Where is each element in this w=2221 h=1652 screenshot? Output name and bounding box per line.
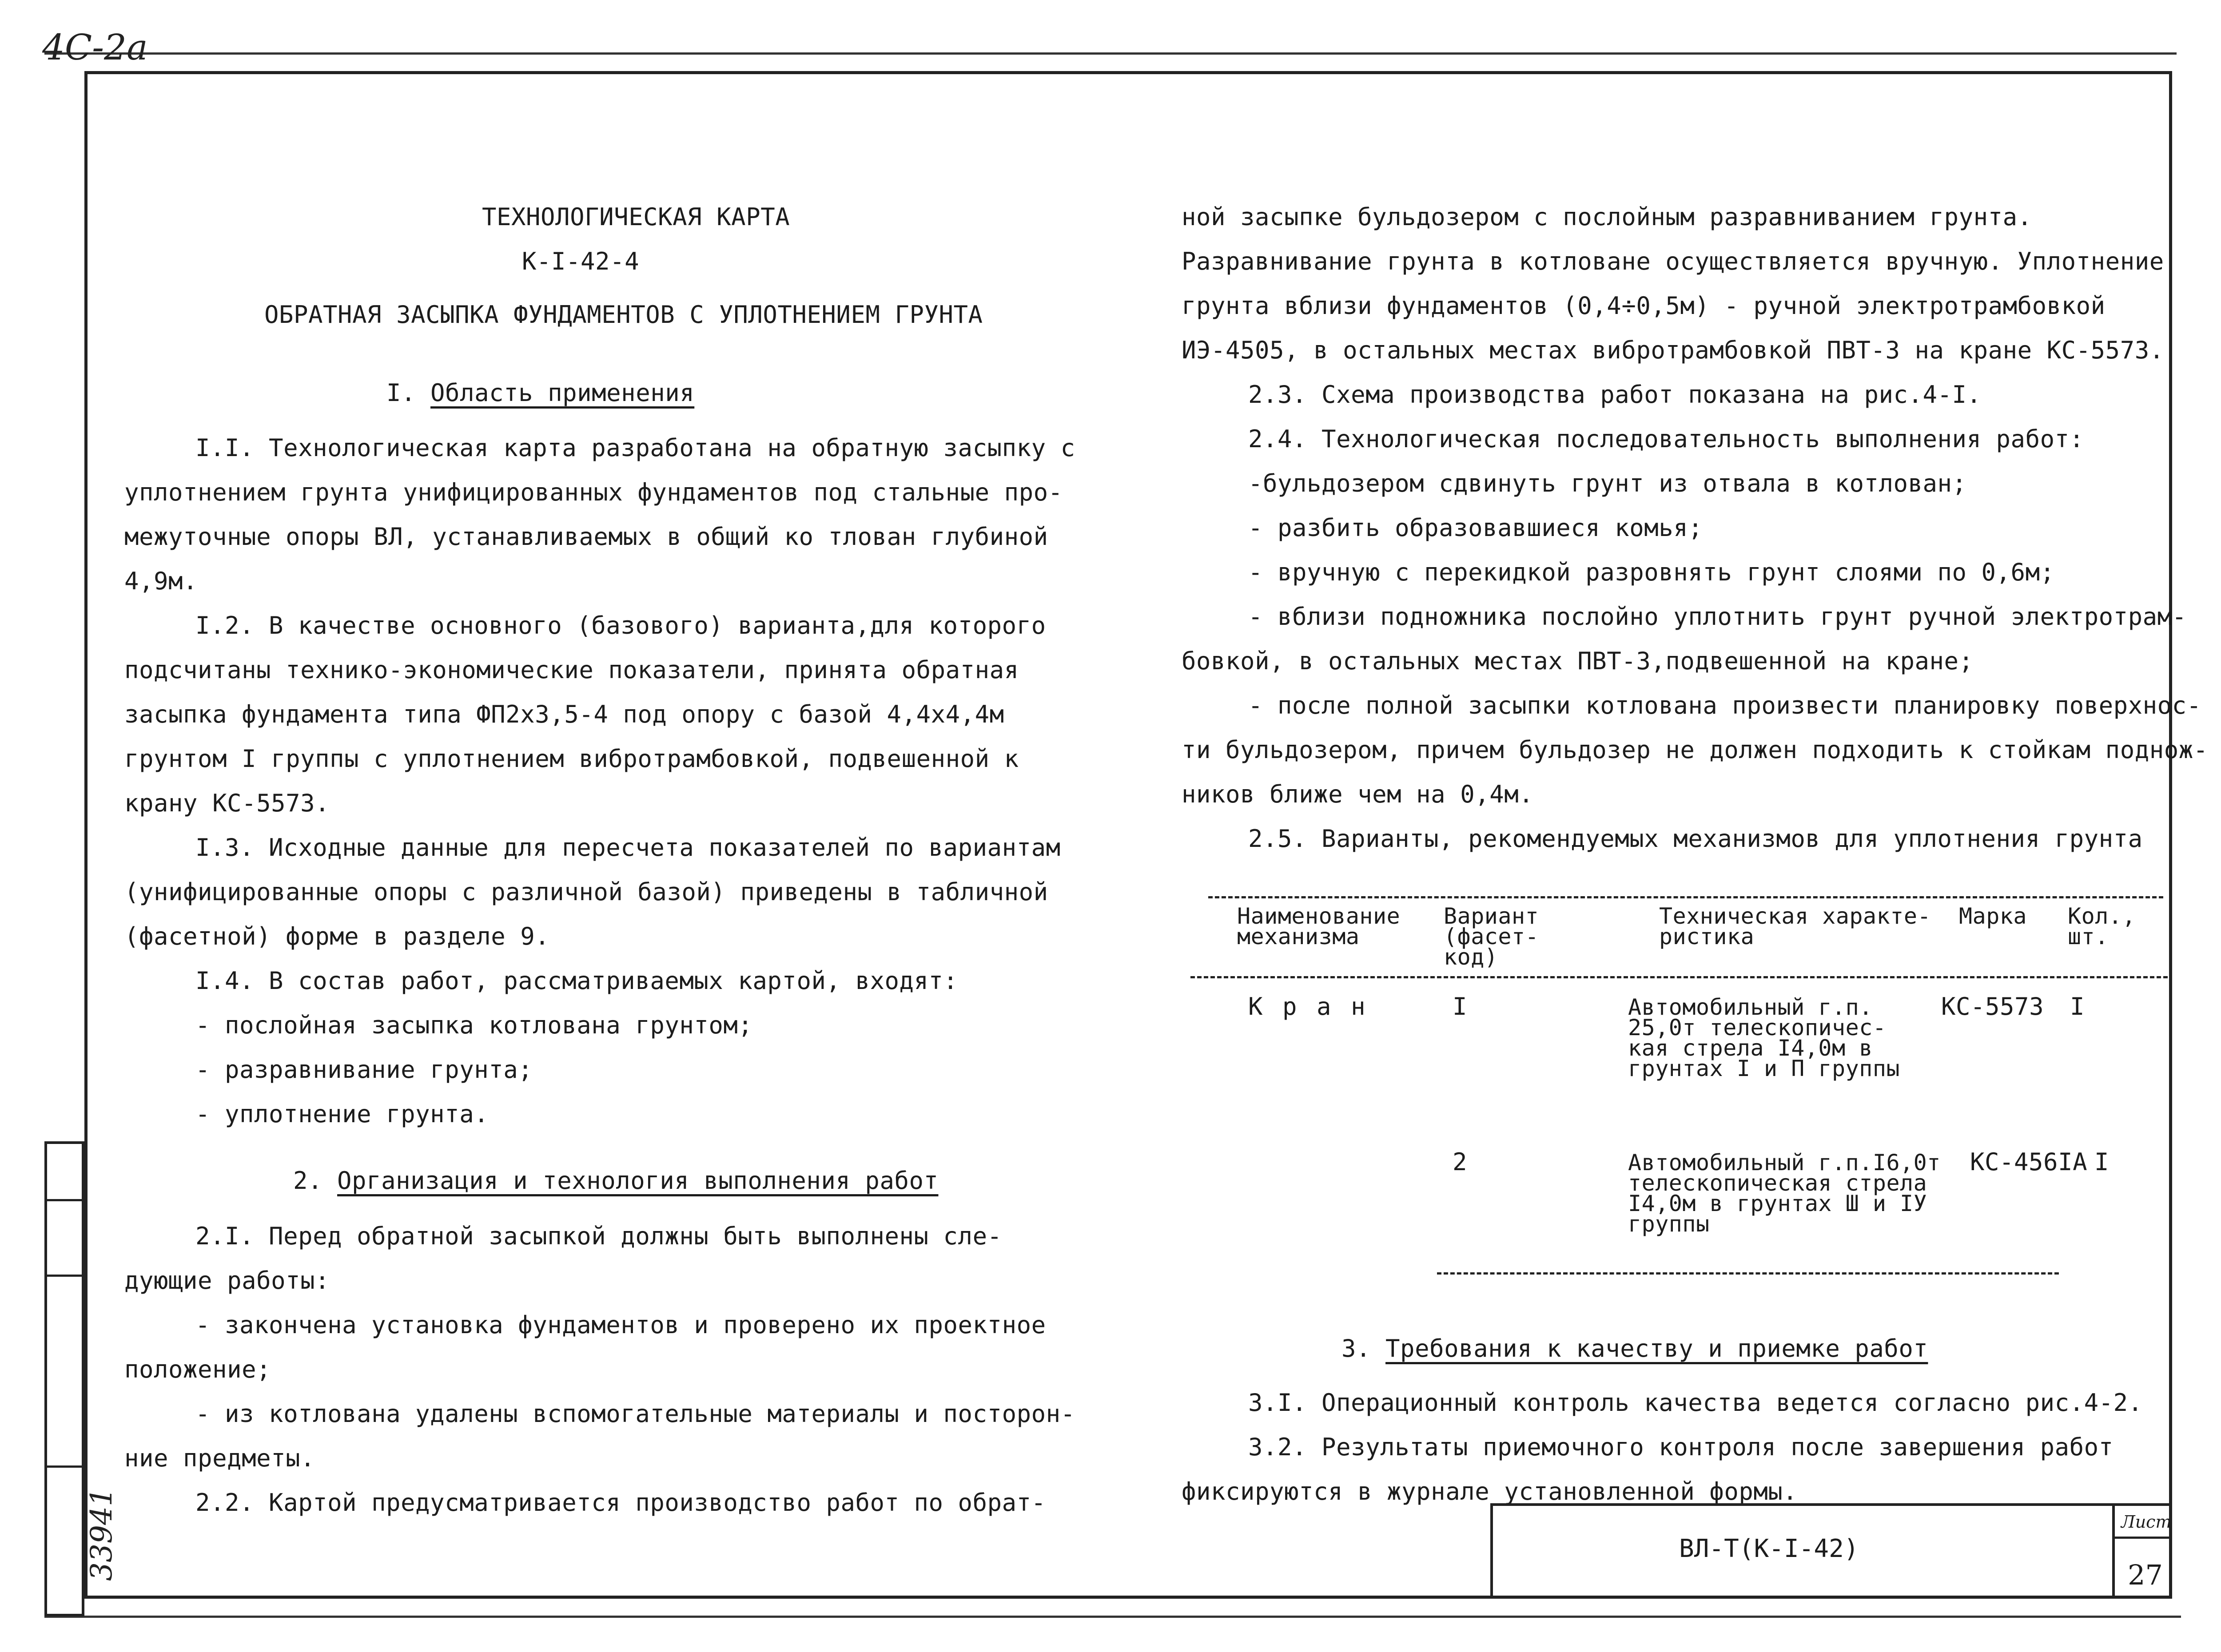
table-cell-name: К р а н (1248, 993, 1368, 1021)
text-line: грунтом I группы с уплотнением вибротрамбовкой, подвешенной к (124, 745, 1019, 773)
text-line: бовкой, в остальных местах ПВТ-3,подвешенной на кране; (1182, 647, 1974, 675)
text-line: 2.4. Технологическая последовательность выполнения работ: (1248, 425, 2084, 453)
section-title: Область применения (430, 379, 695, 407)
text-line: - закончена установка фундаментов и проверено их проектное (195, 1311, 1046, 1339)
text-line: ной засыпке бульдозером с послойным разравниванием грунта. (1182, 203, 2032, 231)
table-header-qty: Кол., шт. (2068, 903, 2136, 949)
text-line: -бульдозером сдвинуть грунт из отвала в котлован; (1248, 469, 1967, 497)
section-number: 2. (293, 1167, 323, 1195)
text-line: - вблизи подножника послойно уплотнить грунт ручной электротрам- (1248, 603, 2187, 631)
inventory-number: 33941 (84, 1488, 119, 1581)
section-heading-2 (293, 1169, 939, 1193)
text-line: I.4. В состав работ, рассматриваемых картой, входят: (195, 967, 958, 995)
doc-subtitle: ОБРАТНАЯ ЗАСЫПКА ФУНДАМЕНТОВ С УПЛОТНЕНИЕМ ГРУНТА (264, 301, 983, 329)
text-line: 3.I. Операционный контроль качества ведется согласно рис.4-2. (1248, 1389, 2143, 1417)
text-line: - разбить образовавшиеся комья; (1248, 514, 1703, 542)
section-number: I. (386, 379, 416, 407)
text-line: - разравнивание грунта; (195, 1056, 533, 1084)
text-line: - послойная засыпка котлована грунтом; (195, 1011, 753, 1039)
strip-divider (44, 1465, 84, 1468)
table-cell-mark: КС-456IА (1970, 1148, 2088, 1176)
table-header-name: Наименование механизма (1237, 903, 1401, 949)
bottom-border-line (44, 1616, 2181, 1618)
table-header-spec: Техническая характе- ристика (1659, 903, 1931, 949)
table-bottom-rule (1437, 1272, 2059, 1275)
table-cell-mark: КС-5573 (1941, 993, 2044, 1021)
table-cell-variant: I (1453, 993, 1468, 1021)
text-line: грунта вблизи фундаментов (0,4÷0,5м) - ручной электротрамбовкой (1182, 292, 2106, 320)
text-line: 2.5. Варианты, рекомендуемых механизмов для уплотнения грунта (1248, 825, 2143, 853)
text-line: (унифицированные опоры с различной базой) приведены в табличной (124, 878, 1048, 906)
text-line: 4,9м. (124, 567, 198, 595)
text-line: - уплотнение грунта. (195, 1100, 489, 1128)
text-line: положение; (124, 1355, 271, 1383)
section-heading-1 (386, 381, 694, 405)
top-border-line (44, 52, 2177, 55)
table-header-mark: Марка (1959, 903, 2027, 929)
table-cell-spec: Автомобильный г.п. 25,0т телескопичес- кая стрела I4,0м в грунтах I и П группы (1628, 994, 1900, 1081)
text-line: Разравнивание грунта в котловане осуществляется вручную. Уплотнение (1182, 247, 2164, 275)
section-title: Организация и технология выполнения работ (337, 1167, 939, 1195)
text-line: 3.2. Результаты приемочного контроля после завершения работ (1248, 1433, 2114, 1461)
text-line: I.3. Исходные данные для пересчета показателей по вариантам (195, 834, 1061, 862)
table-header-rule (1190, 976, 2168, 978)
text-line: - из котлована удалены вспомогательные материалы и посторон- (195, 1400, 1075, 1428)
section-number: 3. (1341, 1334, 1371, 1362)
table-cell-qty: I (2094, 1148, 2110, 1176)
text-line: 2.I. Перед обратной засыпкой должны быть выполнены сле- (195, 1222, 1002, 1250)
side-strip (44, 1141, 84, 1616)
table-top-rule (1208, 896, 2163, 898)
title-block-divider (2112, 1537, 2170, 1539)
text-line: дующие работы: (124, 1267, 330, 1295)
text-line: ИЭ-4505, в остальных местах вибротрамбовкой ПВТ-3 на кране КС-5573. (1182, 336, 2164, 364)
sheet-label: Лист (2121, 1512, 2172, 1532)
document-code: ВЛ-Т(К-I-42) (1679, 1534, 1859, 1563)
text-line: крану КС-5573. (124, 789, 330, 817)
text-line: 2.3. Схема производства работ показана на рис.4-I. (1248, 381, 1982, 409)
text-line: - вручную с перекидкой разровнять грунт слоями по 0,6м; (1248, 558, 2055, 586)
section-heading-3 (1341, 1334, 1928, 1362)
text-line: - после полной засыпки котлована произвести планировку поверхнос- (1248, 691, 2201, 719)
doc-title: ТЕХНОЛОГИЧЕСКАЯ КАРТА (482, 203, 790, 231)
table-cell-variant: 2 (1453, 1148, 1468, 1176)
text-line: межуточные опоры ВЛ, устанавливаемых в общий ко тлован глубиной (124, 523, 1048, 551)
margin-note: 4С-2а (42, 27, 148, 68)
section-title: Требования к качеству и приемке работ (1385, 1334, 1928, 1362)
text-line: фиксируются в журнале установленной формы. (1182, 1477, 1798, 1505)
text-line: засыпка фундамента типа ФП2х3,5-4 под опору с базой 4,4х4,4м (124, 700, 1004, 728)
text-line: I.I. Технологическая карта разработана на обратную засыпку с (195, 434, 1075, 462)
table-cell-qty: I (2070, 993, 2085, 1021)
text-line: ников ближе чем на 0,4м. (1182, 780, 1534, 808)
table-cell-spec: Автомобильный г.п.I6,0т телескопическая стрела I4,0м в грунтах Ш и IУ группы (1628, 1150, 1941, 1237)
text-line: (фасетной) форме в разделе 9. (124, 922, 550, 950)
doc-code: К-I-42-4 (522, 247, 640, 275)
table-header-variant: Вариант (фасет- код) (1444, 903, 1539, 970)
sheet-number: 27 (2128, 1559, 2163, 1591)
text-line: 2.2. Картой предусматривается производство работ по обрат- (195, 1489, 1046, 1517)
text-line: уплотнением грунта унифицированных фундаментов под стальные про- (124, 478, 1063, 506)
text-line: ти бульдозером, причем бульдозер не должен подходить к стойкам поднож- (1182, 736, 2208, 764)
text-line: I.2. В качестве основного (базового) варианта,для которого (195, 612, 1046, 639)
text-line: подсчитаны технико-экономические показатели, принята обратная (124, 656, 1019, 684)
text-line: ние предметы. (124, 1444, 315, 1472)
strip-divider (44, 1199, 84, 1201)
strip-divider (44, 1275, 84, 1277)
title-block-divider (2112, 1503, 2115, 1599)
